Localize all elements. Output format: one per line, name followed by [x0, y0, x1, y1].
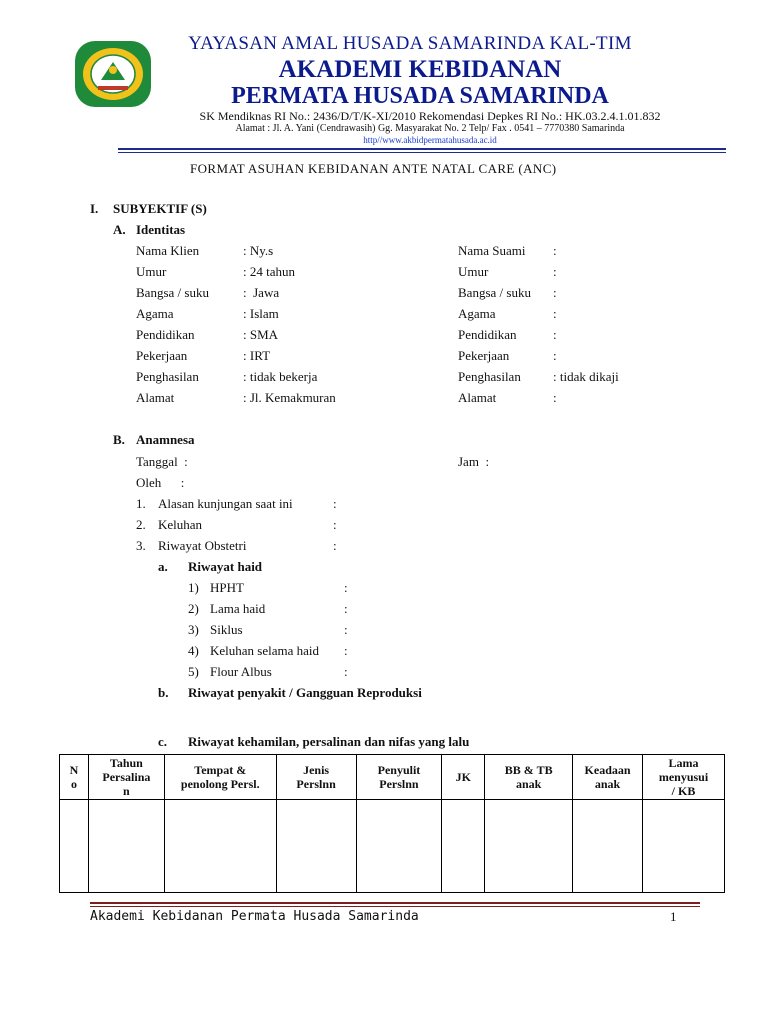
item-number: 3. [136, 538, 146, 553]
academy-name: AKADEMI KEBIDANAN [278, 56, 562, 83]
footer-divider [90, 902, 700, 904]
field-value: : [553, 390, 557, 405]
haid-colon: : [344, 580, 348, 595]
jam-field: Jam : [458, 454, 490, 469]
decree-number: SK Mendiknas RI No.: 2436/D/T/K-XI/2010 Rekomendasi Depkes RI No.: HK.03.2.4.1.01.832 [199, 109, 661, 123]
sub-item-title: Riwayat kehamilan, persalinan dan nifas yang lalu [188, 734, 470, 749]
field-label: Bangsa / suku [136, 285, 209, 300]
item-colon: : [333, 517, 337, 532]
column-header: JK [442, 755, 485, 800]
column-header: Penyulit Perslnn [356, 755, 442, 800]
header-divider-thin [118, 152, 726, 153]
field-value: : [553, 243, 557, 258]
field-value: : Jl. Kemakmuran [243, 390, 336, 405]
subsection-number: A. [113, 222, 126, 237]
sub-item-letter: a. [158, 559, 168, 574]
tanggal-field: Tanggal : [136, 454, 188, 469]
subsection-number: B. [113, 432, 125, 447]
obstetric-history-table [59, 754, 725, 893]
field-value: : Islam [243, 306, 279, 321]
column-header: BB & TB anak [485, 755, 573, 800]
field-value: : Ny.s [243, 243, 274, 258]
field-label: Bangsa / suku [458, 285, 531, 300]
page-number: 1 [670, 909, 677, 924]
field-label: Alamat [458, 390, 497, 405]
table-cell[interactable] [276, 800, 356, 893]
item-colon: : [333, 496, 337, 511]
oleh-field: Oleh : [136, 475, 185, 490]
website-link[interactable]: http//www.akbidpermatahusada.ac.id [363, 135, 497, 145]
table-cell[interactable] [485, 800, 573, 893]
field-label: Nama Klien [136, 243, 200, 258]
header-divider [118, 148, 726, 150]
section-title: SUBYEKTIF (S) [113, 201, 207, 216]
haid-number: 4) [188, 643, 199, 658]
field-value: : 24 tahun [243, 264, 295, 279]
sub-item-letter: b. [158, 685, 169, 700]
academy-subname: PERMATA HUSADA SAMARINDA [231, 83, 609, 109]
field-label: Pekerjaan [458, 348, 510, 363]
haid-colon: : [344, 601, 348, 616]
table-cell[interactable] [88, 800, 164, 893]
table-cell[interactable] [573, 800, 643, 893]
column-header: N o [60, 755, 89, 800]
footer-text: Akademi Kebidanan Permata Husada Samarinda [90, 909, 419, 924]
field-value: : [553, 306, 557, 321]
sub-item-title: Riwayat penyakit / Gangguan Reproduksi [188, 685, 422, 700]
haid-label: Flour Albus [210, 664, 272, 679]
column-header: Tahun Persalina n [88, 755, 164, 800]
subsection-title: Identitas [136, 222, 186, 237]
field-value: : Jawa [243, 285, 280, 300]
footer-divider-thin [90, 906, 700, 907]
field-value: : tidak dikaji [553, 369, 619, 384]
sub-item-title: Riwayat haid [188, 559, 263, 574]
haid-colon: : [344, 643, 348, 658]
field-value: : [553, 285, 557, 300]
address: Alamat : Jl. A. Yani (Cendrawasih) Gg. Masyarakat No. 2 Telp/ Fax . 0541 – 7770380 Samarinda [235, 123, 625, 134]
field-label: Pendidikan [136, 327, 195, 342]
field-value: : SMA [243, 327, 279, 342]
item-label: Alasan kunjungan saat ini [158, 496, 293, 511]
haid-label: HPHT [210, 580, 244, 595]
table-cell[interactable] [442, 800, 485, 893]
field-label: Nama Suami [458, 243, 526, 258]
column-header: Keadaan anak [573, 755, 643, 800]
item-colon: : [333, 538, 337, 553]
haid-number: 5) [188, 664, 199, 679]
table-cell[interactable] [643, 800, 725, 893]
field-label: Agama [458, 306, 496, 321]
haid-number: 1) [188, 580, 199, 595]
table-header-row [60, 755, 725, 800]
field-value: : [553, 327, 557, 342]
field-label: Agama [136, 306, 174, 321]
haid-number: 2) [188, 601, 199, 616]
field-value: : [553, 348, 557, 363]
foundation-name: YAYASAN AMAL HUSADA SAMARINDA KAL-TIM [188, 33, 632, 54]
haid-label: Lama haid [210, 601, 266, 616]
item-number: 1. [136, 496, 146, 511]
field-value: : tidak bekerja [243, 369, 318, 384]
table-cell[interactable] [356, 800, 442, 893]
haid-label: Keluhan selama haid [210, 643, 320, 658]
field-label: Umur [136, 264, 167, 279]
section-number: I. [90, 201, 99, 216]
table-cell[interactable] [164, 800, 276, 893]
column-header: Tempat & penolong Persl. [164, 755, 276, 800]
item-label: Keluhan [158, 517, 203, 532]
haid-colon: : [344, 622, 348, 637]
form-title: FORMAT ASUHAN KEBIDANAN ANTE NATAL CARE (ANC) [190, 161, 557, 176]
field-value: : IRT [243, 348, 271, 363]
column-header: Jenis Perslnn [276, 755, 356, 800]
field-label: Penghasilan [136, 369, 199, 384]
sub-item-letter: c. [158, 734, 168, 749]
field-label: Pendidikan [458, 327, 517, 342]
field-label: Penghasilan [458, 369, 521, 384]
column-header: Lama menyusui / KB [643, 755, 725, 800]
item-label: Riwayat Obstetri [158, 538, 247, 553]
item-number: 2. [136, 517, 146, 532]
field-label: Umur [458, 264, 489, 279]
haid-colon: : [344, 664, 348, 679]
subsection-title: Anamnesa [136, 432, 195, 447]
table-cell[interactable] [60, 800, 89, 893]
field-label: Alamat [136, 390, 175, 405]
field-value: : [553, 264, 557, 279]
table-row [60, 800, 725, 893]
haid-number: 3) [188, 622, 199, 637]
field-label: Pekerjaan [136, 348, 188, 363]
haid-label: Siklus [210, 622, 243, 637]
